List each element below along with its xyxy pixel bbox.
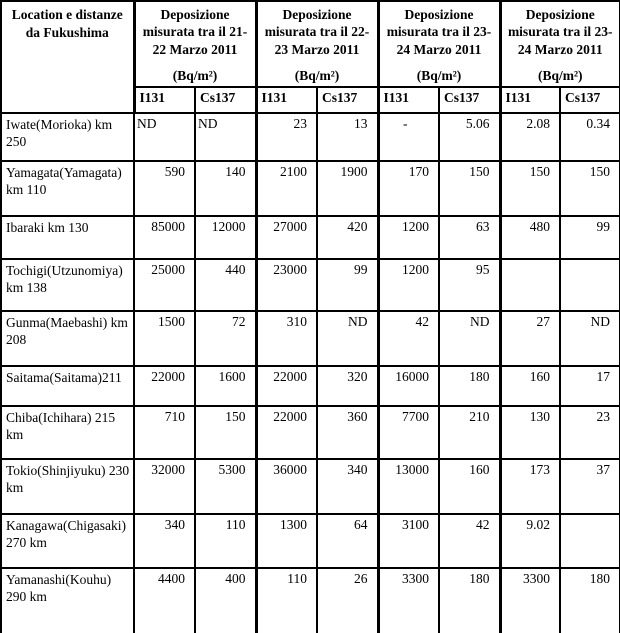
table-row bbox=[1, 366, 620, 406]
value-cell: 5.06 bbox=[439, 113, 500, 161]
value-cell: 1200 bbox=[378, 259, 439, 311]
value-cell: 3300 bbox=[378, 568, 439, 633]
value-cell: 210 bbox=[439, 406, 500, 459]
value-cell: 110 bbox=[195, 514, 256, 568]
value-cell: ND bbox=[439, 311, 500, 366]
value-cell: ND bbox=[195, 113, 256, 161]
value-cell: 180 bbox=[560, 568, 620, 633]
value-cell: 13 bbox=[317, 113, 378, 161]
value-cell: 72 bbox=[195, 311, 256, 366]
location-cell: Iwate(Morioka) km 250 bbox=[1, 113, 134, 161]
value-cell: 42 bbox=[439, 514, 500, 568]
group-title: Deposizione misurata tra il 23-24 Marzo 2011 bbox=[507, 7, 613, 57]
value-cell: - bbox=[378, 113, 439, 161]
value-cell: 0.34 bbox=[560, 113, 620, 161]
value-cell: ND bbox=[560, 311, 620, 366]
group-header-3 bbox=[378, 1, 500, 87]
group-unit: (Bq/m²) bbox=[537, 67, 583, 83]
value-cell: 2.08 bbox=[500, 113, 560, 161]
value-cell: 42 bbox=[378, 311, 439, 366]
group-unit: (Bq/m²) bbox=[416, 67, 462, 83]
table-row bbox=[1, 311, 620, 366]
value-cell: ND bbox=[134, 113, 195, 161]
value-cell: 360 bbox=[317, 406, 378, 459]
subheader-g4-cs137: Cs137 bbox=[560, 87, 620, 113]
group-unit: (Bq/m²) bbox=[172, 67, 218, 83]
value-cell: 340 bbox=[317, 459, 378, 514]
value-cell: 480 bbox=[500, 216, 560, 259]
value-cell: 12000 bbox=[195, 216, 256, 259]
location-cell: Tochigi(Utzunomiya) km 138 bbox=[1, 259, 134, 311]
table-row bbox=[1, 568, 620, 633]
value-cell: 4400 bbox=[134, 568, 195, 633]
value-cell: 320 bbox=[317, 366, 378, 406]
location-cell: Gunma(Maebashi) km 208 bbox=[1, 311, 134, 366]
value-cell: 9.02 bbox=[500, 514, 560, 568]
group-header-2 bbox=[256, 1, 378, 87]
subheader-g2-cs137: Cs137 bbox=[317, 87, 378, 113]
value-cell: 2100 bbox=[256, 161, 317, 216]
subheader-g3-i131: I131 bbox=[378, 87, 439, 113]
value-cell: 26 bbox=[317, 568, 378, 633]
group-header-4 bbox=[500, 1, 620, 87]
value-cell: 63 bbox=[439, 216, 500, 259]
value-cell bbox=[560, 259, 620, 311]
value-cell: 17 bbox=[560, 366, 620, 406]
value-cell: 99 bbox=[317, 259, 378, 311]
value-cell: 310 bbox=[256, 311, 317, 366]
value-cell: 95 bbox=[439, 259, 500, 311]
location-cell: Ibaraki km 130 bbox=[1, 216, 134, 259]
value-cell: 23 bbox=[560, 406, 620, 459]
subheader-g2-i131: I131 bbox=[256, 87, 317, 113]
group-title: Deposizione misurata tra il 21-22 Marzo 2011 bbox=[142, 7, 248, 57]
value-cell: 150 bbox=[195, 406, 256, 459]
value-cell: 32000 bbox=[134, 459, 195, 514]
value-cell: 23000 bbox=[256, 259, 317, 311]
value-cell: 99 bbox=[560, 216, 620, 259]
value-cell: 16000 bbox=[378, 366, 439, 406]
group-unit: (Bq/m²) bbox=[294, 67, 340, 83]
value-cell: 3300 bbox=[500, 568, 560, 633]
corner-header: Location e distanze da Fukushima bbox=[1, 1, 134, 113]
location-cell: Yamanashi(Kouhu) 290 km bbox=[1, 568, 134, 633]
group-title: Deposizione misurata tra il 23-24 Marzo 2011 bbox=[386, 7, 492, 57]
value-cell: ND bbox=[317, 311, 378, 366]
value-cell: 173 bbox=[500, 459, 560, 514]
value-cell: 110 bbox=[256, 568, 317, 633]
value-cell: 710 bbox=[134, 406, 195, 459]
value-cell: 36000 bbox=[256, 459, 317, 514]
value-cell: 1500 bbox=[134, 311, 195, 366]
value-cell: 5300 bbox=[195, 459, 256, 514]
value-cell: 7700 bbox=[378, 406, 439, 459]
value-cell: 22000 bbox=[256, 406, 317, 459]
table-row bbox=[1, 216, 620, 259]
location-cell: Saitama(Saitama)211 bbox=[1, 366, 134, 406]
location-cell: Chiba(Ichihara) 215 km bbox=[1, 406, 134, 459]
value-cell bbox=[560, 514, 620, 568]
table-row bbox=[1, 459, 620, 514]
value-cell: 64 bbox=[317, 514, 378, 568]
table-row bbox=[1, 514, 620, 568]
table-row bbox=[1, 406, 620, 459]
value-cell: 13000 bbox=[378, 459, 439, 514]
location-cell: Kanagawa(Chigasaki) 270 km bbox=[1, 514, 134, 568]
value-cell: 150 bbox=[439, 161, 500, 216]
subheader-g1-i131: I131 bbox=[134, 87, 195, 113]
table-row bbox=[1, 161, 620, 216]
table-row bbox=[1, 259, 620, 311]
value-cell: 150 bbox=[500, 161, 560, 216]
value-cell: 160 bbox=[439, 459, 500, 514]
location-cell: Tokio(Shinjiyuku) 230 km bbox=[1, 459, 134, 514]
value-cell: 420 bbox=[317, 216, 378, 259]
subheader-g3-cs137: Cs137 bbox=[439, 87, 500, 113]
value-cell: 180 bbox=[439, 568, 500, 633]
table-row bbox=[1, 113, 620, 161]
value-cell: 3100 bbox=[378, 514, 439, 568]
subheader-g1-cs137: Cs137 bbox=[195, 87, 256, 113]
value-cell: 180 bbox=[439, 366, 500, 406]
value-cell: 130 bbox=[500, 406, 560, 459]
value-cell: 170 bbox=[378, 161, 439, 216]
value-cell: 160 bbox=[500, 366, 560, 406]
value-cell bbox=[500, 259, 560, 311]
value-cell: 1600 bbox=[195, 366, 256, 406]
value-cell: 23 bbox=[256, 113, 317, 161]
header-row-main bbox=[1, 1, 620, 87]
value-cell: 27000 bbox=[256, 216, 317, 259]
value-cell: 37 bbox=[560, 459, 620, 514]
value-cell: 22000 bbox=[256, 366, 317, 406]
value-cell: 25000 bbox=[134, 259, 195, 311]
value-cell: 1900 bbox=[317, 161, 378, 216]
value-cell: 590 bbox=[134, 161, 195, 216]
value-cell: 440 bbox=[195, 259, 256, 311]
value-cell: 1300 bbox=[256, 514, 317, 568]
subheader-g4-i131: I131 bbox=[500, 87, 560, 113]
value-cell: 85000 bbox=[134, 216, 195, 259]
value-cell: 340 bbox=[134, 514, 195, 568]
group-header-1 bbox=[134, 1, 256, 87]
value-cell: 150 bbox=[560, 161, 620, 216]
location-cell: Yamagata(Yamagata) km 110 bbox=[1, 161, 134, 216]
group-title: Deposizione misurata tra il 22-23 Marzo 2011 bbox=[264, 7, 370, 57]
value-cell: 22000 bbox=[134, 366, 195, 406]
value-cell: 140 bbox=[195, 161, 256, 216]
value-cell: 27 bbox=[500, 311, 560, 366]
value-cell: 1200 bbox=[378, 216, 439, 259]
value-cell: 400 bbox=[195, 568, 256, 633]
